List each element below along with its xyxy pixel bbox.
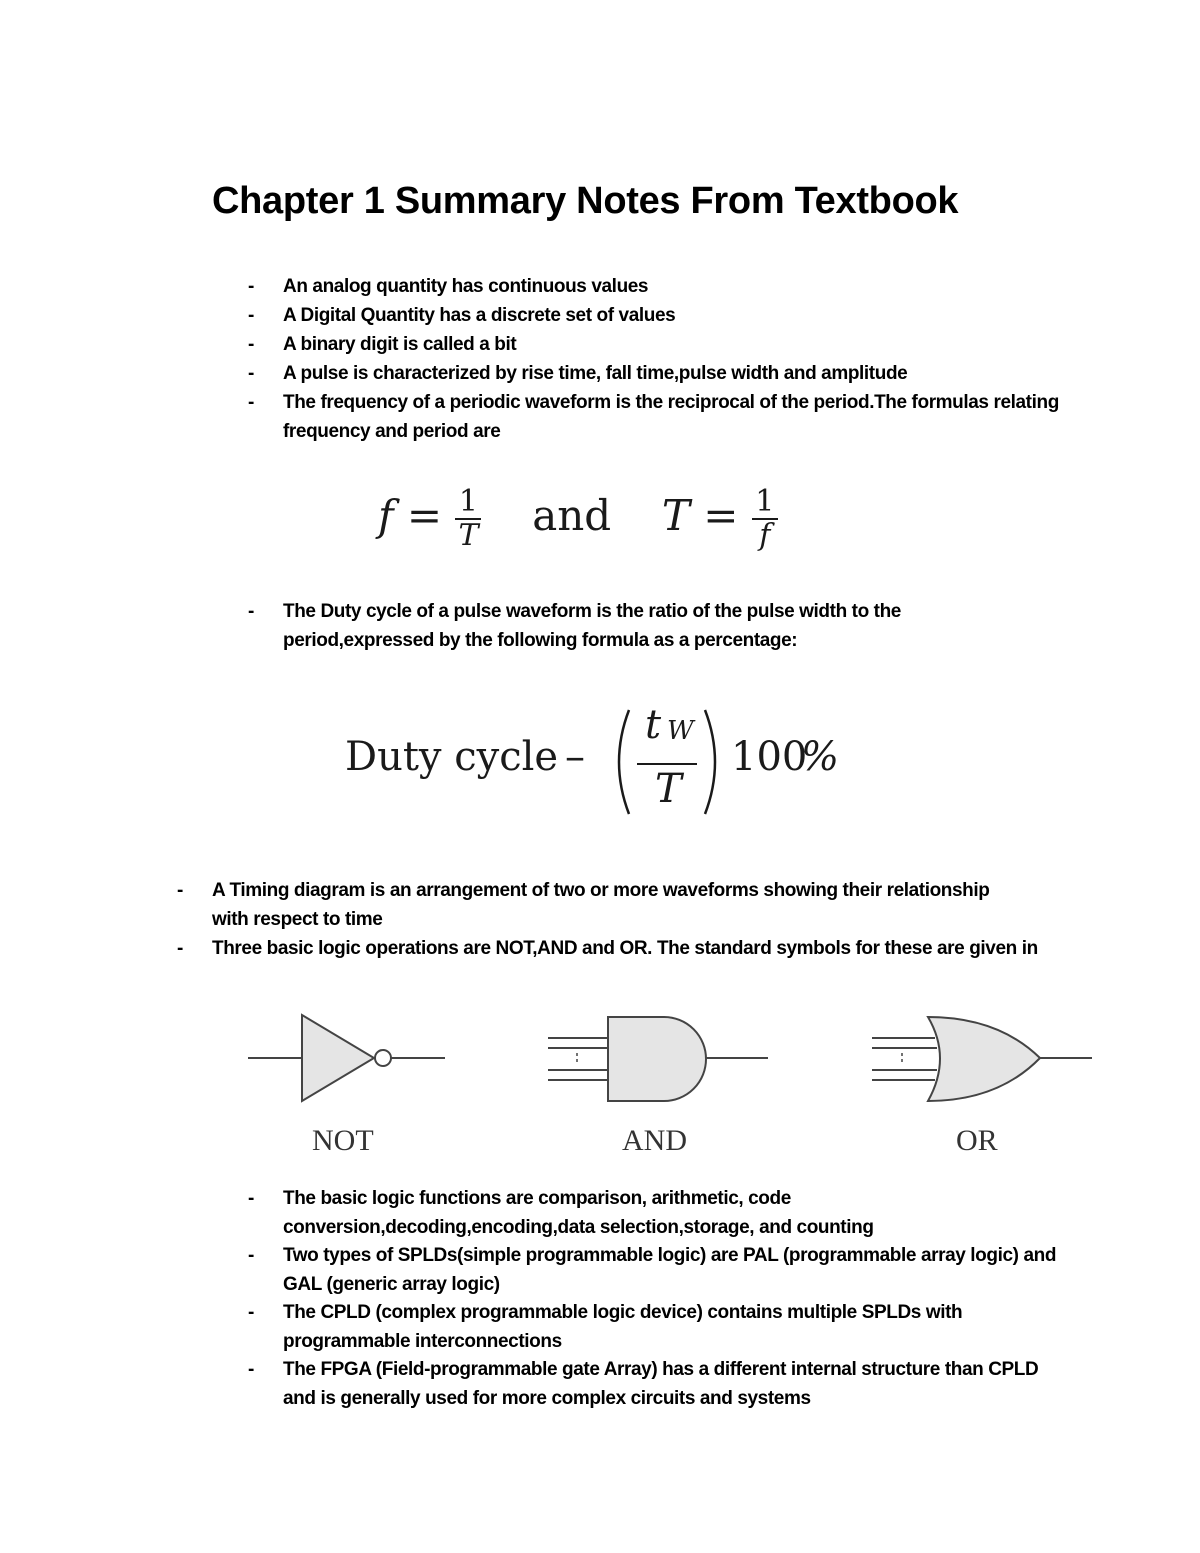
left-paren: [619, 710, 629, 814]
bullet-marker: -: [177, 938, 183, 959]
list-item-text: An analog quantity has continuous values: [283, 276, 649, 297]
list-item-text: Three basic logic operations are NOT,AND and OR. The standard symbols for these are given in: [212, 938, 1038, 959]
list-item: [248, 1184, 923, 1242]
fraction-numerator: 1: [752, 486, 778, 520]
page-title: Chapter 1 Summary Notes From Textbook: [212, 180, 959, 222]
fraction-one-over-f: [752, 486, 778, 552]
frequency-period-formula: [378, 478, 778, 554]
not-gate-symbol: [248, 1015, 445, 1101]
gate-label-not: NOT: [312, 1124, 374, 1157]
formula-equals: =: [703, 491, 739, 540]
list-item: [248, 388, 1083, 446]
list-item: [248, 330, 1083, 359]
list-item: [248, 359, 1083, 388]
bullet-marker: -: [248, 305, 254, 326]
gate-label-and: AND: [622, 1124, 687, 1157]
duty-numerator-t: t: [645, 702, 662, 748]
bullet-marker: -: [248, 1245, 254, 1266]
list-item-text: A binary digit is called a bit: [283, 334, 517, 355]
bullet-marker: -: [248, 363, 254, 384]
list-item-text: A Digital Quantity has a discrete set of values: [283, 305, 676, 326]
list-item: [248, 272, 1083, 301]
list-item: [248, 1355, 1043, 1413]
list-item-text: Two types of SPLDs(simple programmable logic) are PAL (programmable array logic) and GAL (generic array logic): [283, 1245, 1057, 1295]
bullet-marker: -: [248, 334, 254, 355]
bullet-marker: -: [248, 1188, 254, 1209]
list-item-text: The frequency of a periodic waveform is the reciprocal of the period.The formulas relating frequency and period are: [283, 392, 1059, 442]
bullet-marker: -: [248, 276, 254, 297]
and-gate-symbol: [548, 1017, 768, 1101]
list-item-text: The CPLD (complex programmable logic device) contains multiple SPLDs with programmable interconnections: [283, 1302, 963, 1352]
list-item: [177, 934, 1072, 963]
list-item-text: A Timing diagram is an arrangement of two or more waveforms showing their relationship with respect to time: [212, 880, 990, 930]
list-item: [177, 876, 992, 934]
list-item: [248, 597, 1003, 655]
formula-and: and: [532, 491, 612, 540]
duty-cycle-label: Duty cycle: [345, 734, 559, 780]
formula-symbol-T: T: [661, 491, 690, 540]
list-item: [248, 301, 1083, 330]
list-item-text: The Duty cycle of a pulse waveform is the ratio of the pulse width to the period,expressed by the following formula as a percentage:: [283, 601, 901, 651]
bullet-marker: -: [177, 880, 183, 901]
formula-dash: –: [565, 734, 585, 780]
logic-gates-figure: [240, 1005, 1100, 1115]
list-item: [248, 1241, 1073, 1299]
formula-symbol-f: f: [378, 491, 394, 540]
duty-percent: %: [801, 734, 840, 780]
fraction-denominator: f: [759, 518, 771, 553]
duty-numerator-subscript: W: [667, 716, 694, 746]
bullet-marker: -: [248, 1359, 254, 1380]
duty-cycle-formula: [345, 700, 865, 820]
bullet-marker: -: [248, 392, 254, 413]
list-item-text: The FPGA (Field-programmable gate Array) has a different internal structure than CPLD and is generally used for more complex circuits and systems: [283, 1359, 1039, 1409]
fraction-one-over-T: [455, 486, 481, 552]
gate-label-or: OR: [956, 1124, 998, 1157]
fraction-denominator: T: [458, 518, 479, 553]
fraction-numerator: 1: [455, 486, 481, 520]
right-paren: [705, 710, 715, 814]
bullet-marker: -: [248, 601, 254, 622]
list-item-text: The basic logic functions are comparison, arithmetic, code conversion,decoding,encoding,data selection,storage, and counting: [283, 1188, 874, 1238]
list-item-text: A pulse is characterized by rise time, fall time,pulse width and amplitude: [283, 363, 908, 384]
formula-equals: =: [406, 491, 443, 540]
bullet-marker: -: [248, 1302, 254, 1323]
list-item: [248, 1298, 1063, 1356]
or-gate-symbol: [872, 1017, 1092, 1101]
duty-tail-100: 100: [731, 734, 808, 780]
duty-denominator-T: T: [655, 766, 682, 812]
